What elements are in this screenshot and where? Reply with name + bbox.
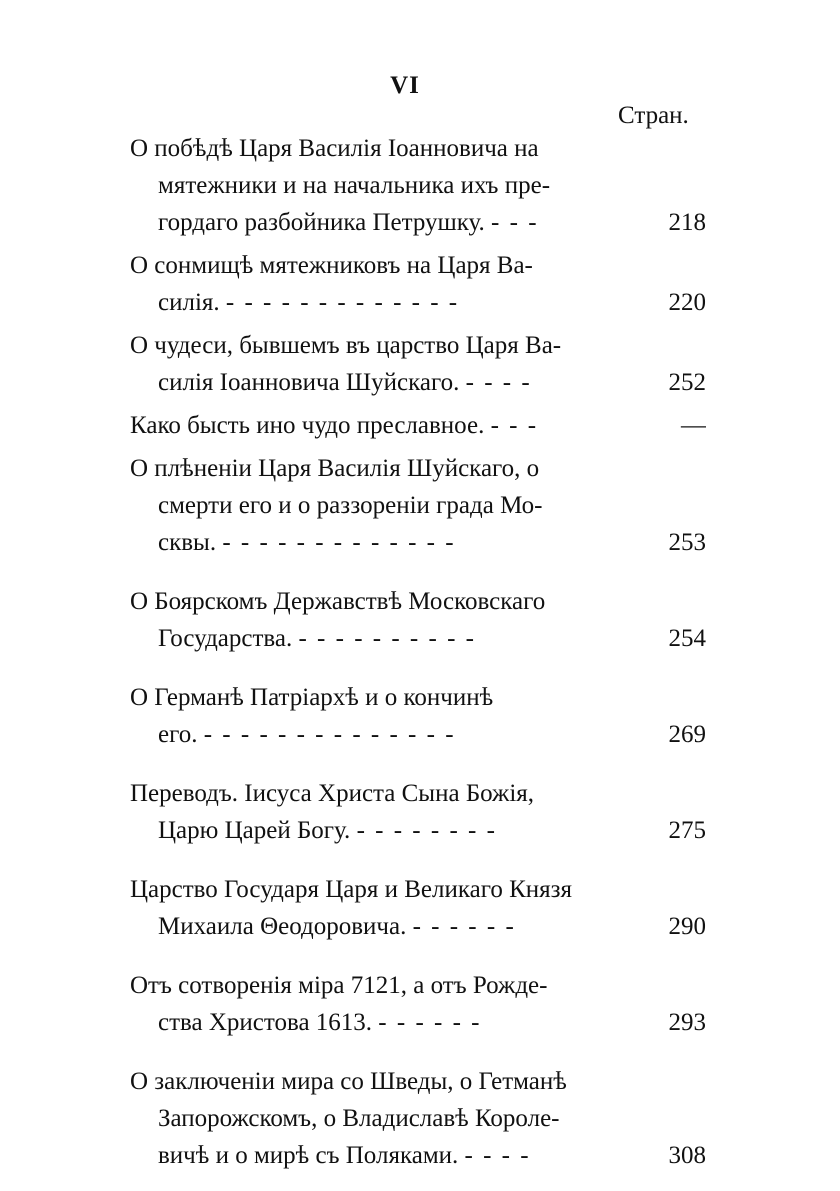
toc-entry-line — [130, 1137, 706, 1174]
toc-entry-text: О побѣдѣ Царя Василія Іоанновича на — [130, 135, 539, 162]
toc-entry-text: Переводъ. Іисуса Христа Сына Божія, — [130, 780, 535, 807]
leader-dots: - - - - — [464, 1142, 531, 1169]
toc-entry-line — [130, 524, 706, 561]
toc-entry-text: вичѣ и о мирѣ съ Поляками. — [158, 1142, 459, 1169]
toc-page-number: 252 — [668, 369, 706, 396]
toc-entry — [130, 871, 706, 945]
toc-entry — [130, 247, 706, 321]
leader-dots: - - - - - - - - - - - - - — [222, 529, 456, 556]
toc-entry-line — [130, 908, 706, 945]
toc-entry-line — [130, 967, 706, 1004]
toc-entry-line — [130, 364, 706, 401]
toc-entry-text: Запорожскомъ, о Владиславѣ Короле- — [158, 1105, 560, 1132]
toc-entry-text: силія Іоанновича Шуйскаго. — [158, 369, 460, 396]
leader-dots: - - - - - - - - - - - - - - — [203, 721, 456, 748]
toc-page-number: 253 — [668, 529, 706, 556]
toc-entry-line — [130, 247, 706, 284]
toc-page-number: 308 — [668, 1142, 706, 1169]
leader-dots: - - - - - - — [412, 913, 516, 940]
toc-entry-text: сквы. — [158, 529, 217, 556]
toc-entry-text: мятежники и на начальника ихъ пре- — [158, 172, 551, 199]
toc-entry-text: О чудеси, бывшемъ въ царство Царя Ва- — [130, 332, 562, 359]
toc-entry-line — [130, 679, 706, 716]
toc-entry-line — [130, 871, 706, 908]
toc-entry — [130, 407, 706, 444]
toc-entry-line — [130, 204, 706, 241]
leader-dots: - - - - - - - - — [356, 817, 497, 844]
toc-page-number: 290 — [668, 913, 706, 940]
toc-entry-text: силія. — [158, 289, 220, 316]
toc-entry-text: Како бысть ино чудо преславное. — [130, 412, 485, 439]
toc-page-number: 220 — [668, 289, 706, 316]
toc-entry-text: О Германѣ Патріархѣ и о кончинѣ — [130, 684, 494, 711]
leader-dots: - - - — [491, 209, 539, 236]
toc-page-number: 254 — [668, 625, 706, 652]
toc-entry-line — [130, 407, 706, 444]
toc-entry-line — [130, 130, 706, 167]
toc-entry-line — [130, 1063, 706, 1100]
toc-entry — [130, 679, 706, 753]
toc-entry-line — [130, 487, 706, 524]
toc-entry-text: О плѣненіи Царя Василія Шуйскаго, о — [130, 455, 540, 482]
toc-entry-text: смерти его и о раззореніи града Мо- — [158, 492, 543, 519]
leader-dots: - - - - - - — [378, 1009, 482, 1036]
toc-page-number: 218 — [668, 209, 706, 236]
toc-entry-text: гордаго разбойника Петрушку. — [158, 209, 485, 236]
toc-entry — [130, 130, 706, 241]
toc-entry — [130, 327, 706, 401]
leader-dots: - - - - - - - - - - - - - — [225, 289, 460, 316]
toc-entry-line — [130, 716, 706, 753]
leader-dots: - - - - — [465, 369, 532, 396]
toc-entry — [130, 1063, 706, 1174]
toc-entry-text: Царство Государя Царя и Великаго Князя — [130, 876, 573, 903]
toc-entry-text: Михаила Θеодоровича. — [158, 913, 407, 940]
toc-page-number: 275 — [668, 817, 706, 844]
toc-entry-text: О заключеніи мира со Шведы, о Гетманѣ — [130, 1068, 567, 1095]
toc-entry-text: О Боярскомъ Державствѣ Московскаго — [130, 588, 546, 615]
toc-entry-line — [130, 583, 706, 620]
toc-entry-line — [130, 167, 706, 204]
toc-entry-line — [130, 450, 706, 487]
toc-entry-text: О сонмищѣ мятежниковъ на Царя Ва- — [130, 252, 533, 279]
toc-entry-line — [130, 1100, 706, 1137]
toc-entry-line — [130, 327, 706, 364]
toc-entry — [130, 583, 706, 657]
toc-entry-text: Государства. — [158, 625, 293, 652]
toc-entry-line — [130, 775, 706, 812]
toc-entry-text: его. — [158, 721, 198, 748]
toc-entry-text: Отъ сотворенія міра 7121, а отъ Рожде- — [130, 972, 548, 999]
page-column-header: Стран. — [618, 102, 689, 129]
toc-page-number: 269 — [668, 721, 706, 748]
toc-entry-line — [130, 284, 706, 321]
table-of-contents — [130, 130, 706, 1174]
toc-page-number: — — [681, 412, 706, 439]
toc-entry — [130, 450, 706, 561]
toc-entry-line — [130, 620, 706, 657]
toc-entry-line — [130, 812, 706, 849]
toc-entry-text: Царю Царей Богу. — [158, 817, 351, 844]
toc-entry — [130, 967, 706, 1041]
toc-entry-text: ства Христова 1613. — [158, 1009, 373, 1036]
leader-dots: - - - - - - - - - - — [298, 625, 476, 652]
toc-page-number: 293 — [668, 1009, 706, 1036]
toc-entry-line — [130, 1004, 706, 1041]
toc-entry — [130, 775, 706, 849]
page-number: VI — [390, 72, 420, 99]
leader-dots: - - - — [490, 412, 539, 439]
